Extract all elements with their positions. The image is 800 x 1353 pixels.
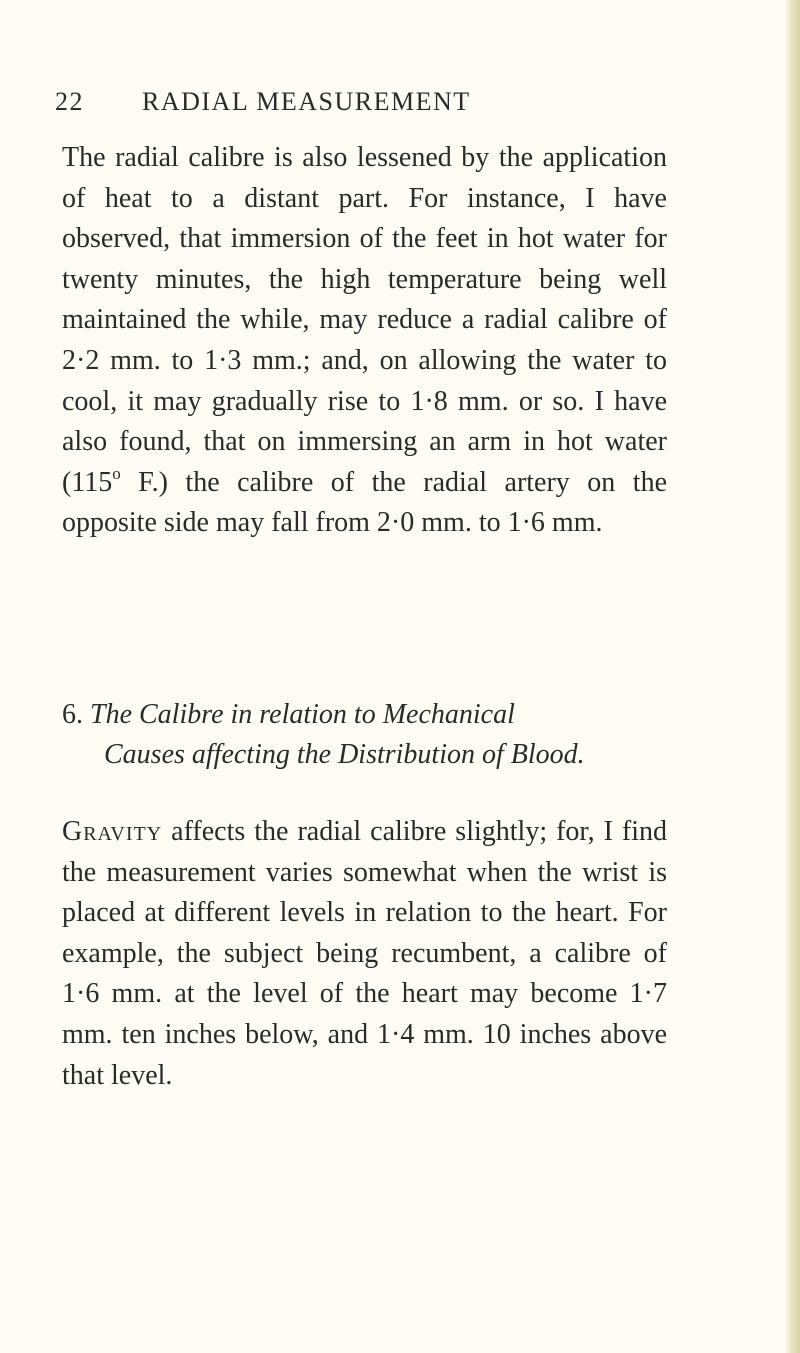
section-number: 6. [62, 699, 83, 730]
page-number: 22 [55, 87, 84, 116]
section-heading-line-1 [62, 695, 667, 735]
paragraph-gravity-text: affects the radial calibre slightly; for, I find the measurement varies somewhat when the wrist is placed at different levels in relation to the heart. For example, the subject being recumbent, a calibre of 1·6 mm. at the level of the heart may become 1·7 mm. ten inches below, and 1·4 mm. 10 inches above that level. [62, 816, 667, 1091]
running-head [55, 87, 675, 127]
paragraph-heat-text: The radial calibre is also lessened by the application of heat to a distant part. For instance, I have observed, that immersion of the feet in hot water for twenty minutes, the high temperature being well maintained the while, may reduce a radial calibre of 2·2 mm. to 1·3 mm.; and, on allowing the water to cool, it may gradually rise to 1·8 mm. or so. I have also found, that on immersing an arm in hot water (115 [62, 142, 667, 498]
paragraph-heat-text-end: F.) the calibre of the radial artery on the opposite side may fall from 2·0 mm. to 1·6 mm. [62, 466, 667, 539]
paragraph-gravity-lead: Gravity [62, 816, 163, 847]
section-title-part-1: The Calibre in relation to Mechanical [90, 699, 515, 730]
section-heading [62, 695, 667, 775]
paragraph-heat [62, 138, 667, 544]
section-heading-line-2: Causes affecting the Distribution of Blood. [104, 739, 585, 770]
degree-mark: o [112, 463, 121, 483]
page-edge [784, 0, 800, 1353]
running-head-title: RADIAL MEASUREMENT [142, 87, 471, 116]
paragraph-gravity [62, 812, 667, 1096]
